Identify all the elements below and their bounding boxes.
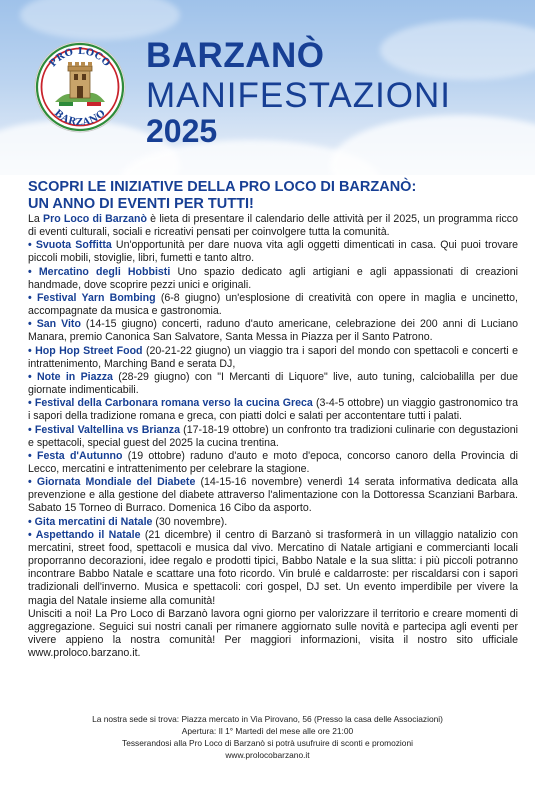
event-text: (21 dicembre) il centro di Barzanò si trasformerà in un villaggio natalizio con mercatini, street food, spettacoli e musica dal vivo. Mercatino di Natale artigiani e commercianti locali proporranno decorazioni, idee regalo e prodotti tipici, Babbo Natale e la sua slitta: i più piccoli potranno incontrare Babbo Natale e scattare una foto ricordo. Vin brulé e caldarroste: per riscaldarsi con i sapori tradizionali dell'inverno. Musica e spettacoli: cori gospel, DJ set. Un evento imperdibile per vivere la magia del Natale insieme alla comunità! <box>28 528 518 607</box>
title-year: 2025 <box>146 113 218 149</box>
event-text: (28-29 giugno) con "I Mercanti di Liquore" live, auto tuning, calciobalilla per due giornate indimenticabili. <box>28 370 518 397</box>
event-name: • Note in Piazza <box>28 370 113 383</box>
event-name: • Gita mercatini di Natale <box>28 515 153 528</box>
event-name: • Mercatino degli Hobbisti <box>28 265 171 278</box>
event-name: • Festival Yarn Bombing <box>28 291 156 304</box>
intro-bold: Pro Loco di Barzanò <box>43 213 147 225</box>
event-item <box>28 476 518 515</box>
event-text: Uno spazio dedicato agli artigiani e agli appassionati di creazioni handmade, dove scoprire pezzi unici e originali. <box>28 265 518 291</box>
event-text: (30 novembre). <box>152 515 228 528</box>
footer-address: La nostra sede si trova: Piazza mercato in Via Pirovano, 56 (Presso la casa delle Associazioni) <box>92 714 443 724</box>
event-item <box>28 345 518 371</box>
event-text: (3-4-5 ottobre) un viaggio gastronomico tra i sapori della tradizione romana e greca, con piatti dolci e salati per accontentare tutti i palati. <box>28 397 518 423</box>
footer-membership: Tesserandosi alla Pro Loco di Barzanò si potrà usufruire di sconti e promozioni <box>122 738 413 748</box>
event-text: (17-18-19 ottobre) un confronto tra tradizioni culinarie con degustazioni e spettacoli, special guest del 2025 la cucina trentina. <box>28 423 518 449</box>
event-item <box>28 239 518 265</box>
pro-loco-logo <box>33 40 127 134</box>
closing-paragraph: Unisciti a noi! La Pro Loco di Barzanò lavora ogni giorno per valorizzare il territorio e creare momenti di aggregazione. Seguici sui nostri canali per rimanere aggiornato sulle novità e partecipa agli eventi per vivere appieno la nostra comunità! Per maggiori informazioni, visita il nostro sito ufficiale www.proloco.barzano.it. <box>28 607 518 660</box>
event-name: • Aspettando il Natale <box>28 528 141 541</box>
event-item <box>28 371 518 397</box>
event-name: • Svuota Soffitta <box>28 239 112 252</box>
footer-website-link[interactable]: www.prolocobarzano.it <box>225 750 310 760</box>
footer-opening-hours: Apertura: Il 1° Martedì del mese alle ore 21:00 <box>181 726 354 736</box>
event-item <box>28 266 518 292</box>
event-name: • Giornata Mondiale del Diabete <box>28 476 196 489</box>
event-name: • Festival della Carbonara romana verso la cucina Greca <box>28 397 313 410</box>
event-name: • Hop Hop Street Food <box>28 344 143 357</box>
svg-text:PRO LOCO: PRO LOCO <box>47 45 113 70</box>
event-item <box>28 529 518 608</box>
event-item <box>28 516 518 529</box>
event-text: (20-21-22 giugno) un viaggio tra i sapori del mondo con spettacoli e concerti e intrattenimento, Marching Band e serata DJ, <box>28 344 518 370</box>
title-manifestazioni: MANIFESTAZIONI <box>146 76 452 115</box>
event-text: Un'opportunità per dare nuova vita agli oggetti dimenticati in casa. Qui puoi trovare piccoli mobili, stoviglie, libri, fumetti e tanto altro. <box>28 239 519 265</box>
title-barzano: BARZANÒ <box>146 36 325 75</box>
event-item <box>28 450 518 476</box>
event-item <box>28 424 518 450</box>
footer-info <box>0 713 535 761</box>
event-text: (14-15 giugno) concerti, raduno d'auto americane, celebrazione dei 200 anni di Luciano Manara, premio Canonica San Salvatore, Santa Messa in Piazza per il Santo Patrono. <box>28 318 518 344</box>
event-name: • Festa d'Autunno <box>28 449 123 462</box>
event-name: • San Vito <box>28 318 81 331</box>
event-text: (14-15-16 novembre) venerdì 14 serata informativa dedicata alla prevenzione e alla gestione del diabete attraverso l'alimentazione con la Dottoressa Scanziani Barbara. Sabato 15 Torneo di Burraco. Domenica 16 Cibo da asporto. <box>28 476 518 515</box>
event-text: (19 ottobre) raduno d'auto e moto d'epoca, concorso canoro della Provincia di Lecco, mercatini e intrattenimento per celebrare la stagione. <box>28 449 518 475</box>
event-item <box>28 397 518 423</box>
headline <box>28 179 528 213</box>
event-item <box>28 318 518 344</box>
body-text <box>28 213 518 660</box>
headline-line-1: SCOPRI LE INIZIATIVE DELLA PRO LOCO DI BARZANÒ: <box>28 179 417 195</box>
svg-text:BARZANO: BARZANO <box>52 107 108 129</box>
content-panel <box>0 175 535 800</box>
castle-tower-emblem-icon <box>33 40 127 134</box>
event-name: • Festival Valtellina vs Brianza <box>28 423 180 436</box>
headline-line-2: UN ANNO DI EVENTI PER TUTTI! <box>28 196 254 212</box>
intro-paragraph: La Pro Loco di Barzanò è lieta di presentare il calendario delle attività per il 2025, un programma ricco di eventi culturali, sociali e ricreativi pensati per coinvolgere tutta la comunità. <box>28 213 518 239</box>
event-text: (6-8 giugno) un'esplosione di creatività con opere in maglia e uncinetto, accompagnate da musica e gastronomia. <box>28 291 518 318</box>
event-item <box>28 292 518 318</box>
